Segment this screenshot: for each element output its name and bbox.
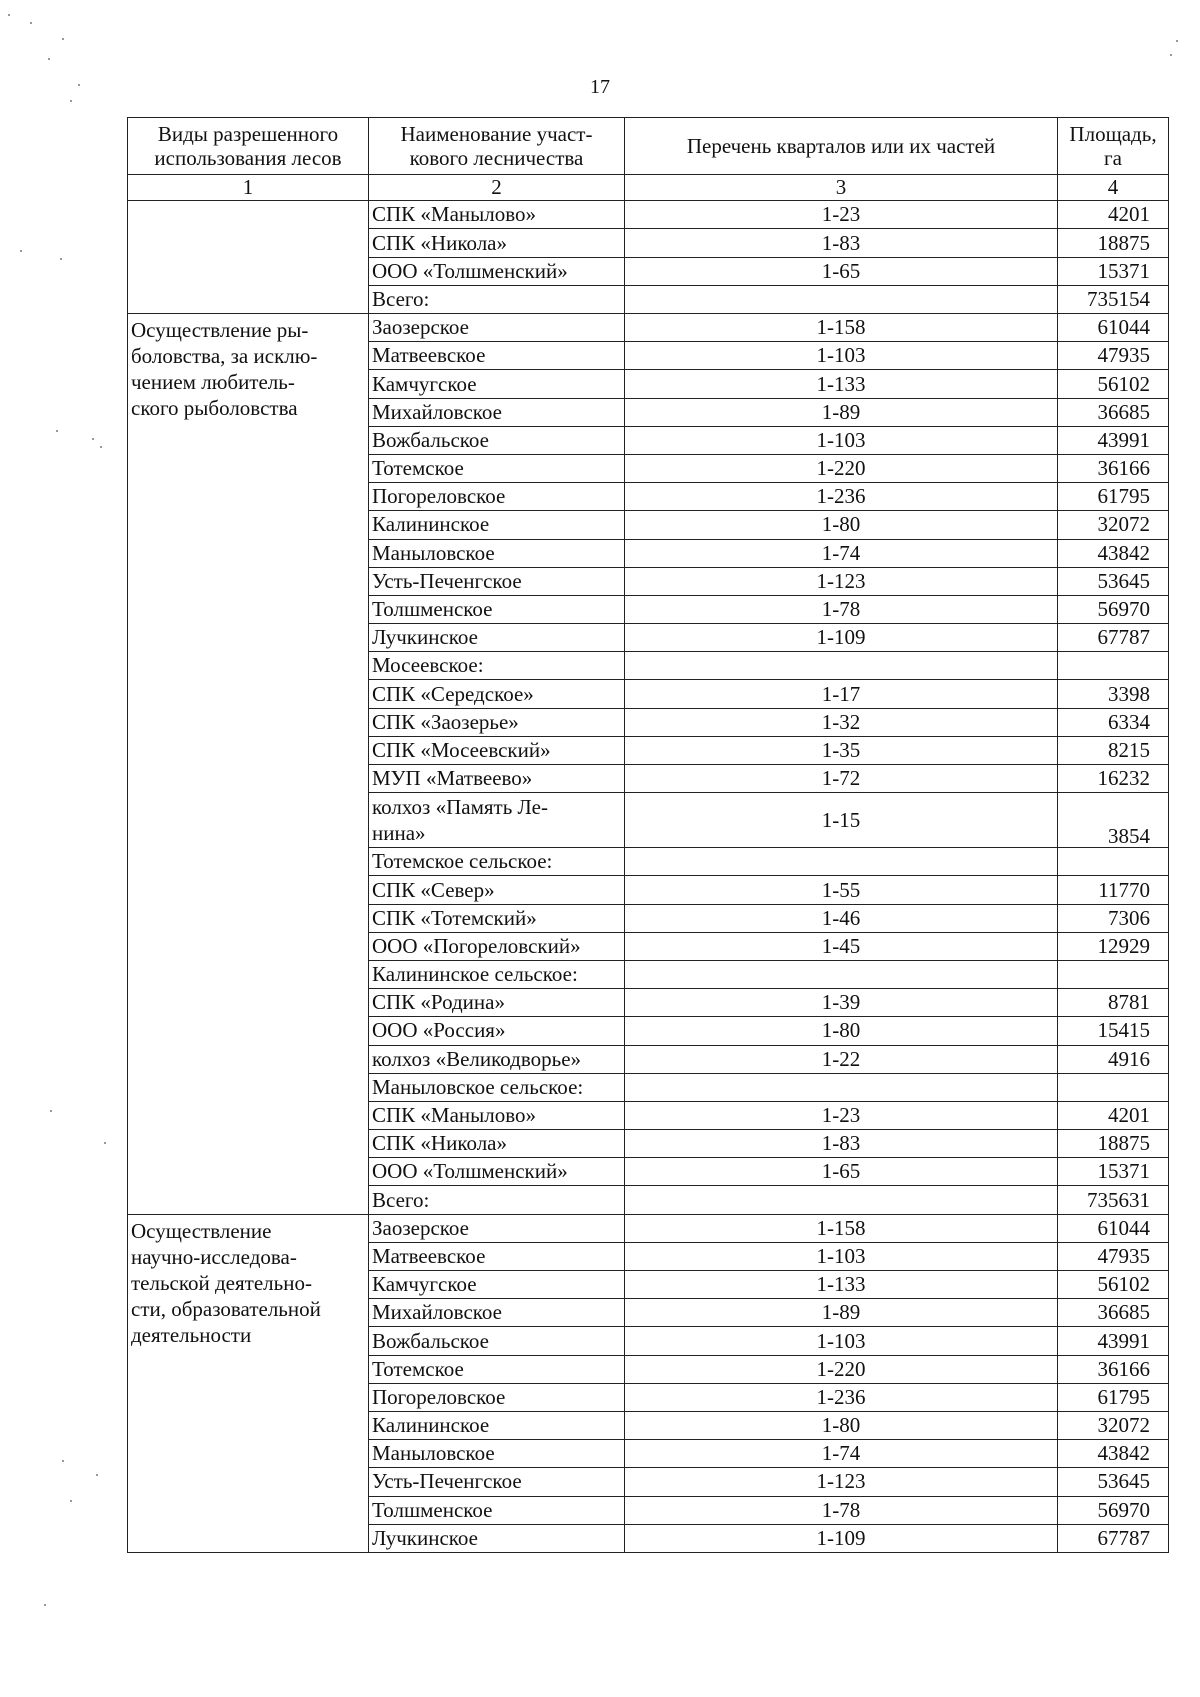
quarters-cell: 1-22 bbox=[625, 1045, 1058, 1073]
quarters-cell: 1-89 bbox=[625, 1299, 1058, 1327]
area-cell: 43991 bbox=[1058, 1327, 1169, 1355]
scan-speck bbox=[48, 58, 50, 60]
quarters-cell: 1-72 bbox=[625, 765, 1058, 793]
area-cell: 56102 bbox=[1058, 1271, 1169, 1299]
area-cell: 43991 bbox=[1058, 426, 1169, 454]
quarters-cell: 1-103 bbox=[625, 426, 1058, 454]
area-cell: 4201 bbox=[1058, 201, 1169, 229]
area-cell: 12929 bbox=[1058, 932, 1169, 960]
forestry-name-cell: Лучкинское bbox=[369, 1524, 625, 1552]
quarters-cell bbox=[625, 1073, 1058, 1101]
quarters-cell: 1-220 bbox=[625, 454, 1058, 482]
quarters-cell: 1-23 bbox=[625, 1101, 1058, 1129]
quarters-cell bbox=[625, 652, 1058, 680]
scan-speck bbox=[78, 84, 80, 86]
forestry-name-cell: СПК «Родина» bbox=[369, 989, 625, 1017]
column-number: 3 bbox=[625, 175, 1058, 201]
quarters-cell: 1-158 bbox=[625, 1214, 1058, 1242]
forestry-name-cell: Заозерское bbox=[369, 314, 625, 342]
quarters-cell: 1-32 bbox=[625, 708, 1058, 736]
use-type-line: деятельности bbox=[131, 1322, 252, 1347]
quarters-cell: 1-158 bbox=[625, 314, 1058, 342]
forestry-name-cell: Калининское bbox=[369, 1411, 625, 1439]
area-cell: 3398 bbox=[1058, 680, 1169, 708]
scan-speck bbox=[8, 14, 10, 16]
area-cell: 16232 bbox=[1058, 765, 1169, 793]
scan-speck bbox=[1170, 54, 1172, 56]
quarters-cell: 1-23 bbox=[625, 201, 1058, 229]
quarters-cell: 1-236 bbox=[625, 483, 1058, 511]
scan-speck bbox=[62, 38, 64, 40]
forestry-name-cell: Матвеевское bbox=[369, 342, 625, 370]
quarters-cell bbox=[625, 285, 1058, 313]
use-type-line: ского рыболовства bbox=[131, 396, 298, 421]
forestry-name-cell: Толшменское bbox=[369, 1496, 625, 1524]
quarters-cell: 1-236 bbox=[625, 1383, 1058, 1411]
table-body bbox=[128, 201, 1169, 1553]
forestry-name-cell: Усть-Печенгское bbox=[369, 1468, 625, 1496]
scan-speck bbox=[50, 1110, 52, 1112]
quarters-cell: 1-17 bbox=[625, 680, 1058, 708]
quarters-cell: 1-74 bbox=[625, 539, 1058, 567]
quarters-cell: 1-80 bbox=[625, 1017, 1058, 1045]
header-area bbox=[1058, 118, 1169, 175]
forestry-name-cell: Маныловское bbox=[369, 1440, 625, 1468]
forestry-name-cell: СПК «Никола» bbox=[369, 229, 625, 257]
forestry-name-cell bbox=[369, 793, 625, 848]
area-cell: 15415 bbox=[1058, 1017, 1169, 1045]
scan-speck bbox=[100, 446, 102, 448]
area-cell: 56102 bbox=[1058, 370, 1169, 398]
area-cell: 67787 bbox=[1058, 1524, 1169, 1552]
header-use-type bbox=[128, 118, 369, 175]
header-area-line: Площадь, bbox=[1069, 122, 1157, 146]
header-use-type-line: Виды разрешенного bbox=[157, 122, 339, 146]
quarters-cell: 1-46 bbox=[625, 904, 1058, 932]
area-cell: 36166 bbox=[1058, 454, 1169, 482]
use-type-cell bbox=[128, 1214, 369, 1552]
quarters-cell bbox=[625, 960, 1058, 988]
forestry-name-cell: Тотемское bbox=[369, 454, 625, 482]
area-cell: 4201 bbox=[1058, 1101, 1169, 1129]
header-area-line: га bbox=[1104, 146, 1122, 171]
scan-speck bbox=[20, 250, 22, 252]
quarters-cell: 1-74 bbox=[625, 1440, 1058, 1468]
forestry-name-cell: Усть-Печенгское bbox=[369, 567, 625, 595]
forestry-name-cell: Всего: bbox=[369, 1186, 625, 1214]
quarters-cell: 1-45 bbox=[625, 932, 1058, 960]
area-cell bbox=[1058, 848, 1169, 876]
quarters-cell: 1-35 bbox=[625, 736, 1058, 764]
quarters-cell: 1-123 bbox=[625, 1468, 1058, 1496]
forestry-name-cell: СПК «Манылово» bbox=[369, 201, 625, 229]
forestry-name-cell: Заозерское bbox=[369, 1214, 625, 1242]
scan-speck bbox=[30, 22, 32, 24]
quarters-cell: 1-78 bbox=[625, 595, 1058, 623]
quarters-cell bbox=[625, 848, 1058, 876]
forestry-name-cell: ООО «Толшменский» bbox=[369, 1158, 625, 1186]
quarters-cell: 1-103 bbox=[625, 342, 1058, 370]
quarters-cell: 1-109 bbox=[625, 1524, 1058, 1552]
table-row bbox=[128, 1214, 1169, 1242]
area-cell: 61795 bbox=[1058, 483, 1169, 511]
header-forestry-name-line: Наименование участ- bbox=[400, 122, 593, 146]
quarters-cell: 1-65 bbox=[625, 1158, 1058, 1186]
forest-use-table bbox=[127, 117, 1169, 1553]
forestry-name-cell: СПК «Север» bbox=[369, 876, 625, 904]
header-forestry-name bbox=[369, 118, 625, 175]
area-cell: 47935 bbox=[1058, 342, 1169, 370]
forestry-name-cell: Матвеевское bbox=[369, 1242, 625, 1270]
header-use-type-line: использования лесов bbox=[154, 146, 342, 171]
forestry-name-cell: Маныловское bbox=[369, 539, 625, 567]
quarters-cell: 1-103 bbox=[625, 1242, 1058, 1270]
area-cell: 4916 bbox=[1058, 1045, 1169, 1073]
forestry-name-cell: Мосеевское: bbox=[369, 652, 625, 680]
area-cell: 36166 bbox=[1058, 1355, 1169, 1383]
forestry-name-line: нина» bbox=[372, 821, 426, 846]
area-cell: 6334 bbox=[1058, 708, 1169, 736]
quarters-cell: 1-39 bbox=[625, 989, 1058, 1017]
quarters-cell: 1-80 bbox=[625, 1411, 1058, 1439]
forestry-name-cell: Михайловское bbox=[369, 398, 625, 426]
forestry-name-cell: СПК «Мосеевский» bbox=[369, 736, 625, 764]
quarters-cell: 1-83 bbox=[625, 229, 1058, 257]
area-cell: 32072 bbox=[1058, 511, 1169, 539]
quarters-cell: 1-133 bbox=[625, 370, 1058, 398]
quarters-cell: 1-55 bbox=[625, 876, 1058, 904]
quarters-cell: 1-65 bbox=[625, 257, 1058, 285]
quarters-cell: 1-123 bbox=[625, 567, 1058, 595]
scan-speck bbox=[60, 258, 62, 260]
scan-speck bbox=[70, 100, 72, 102]
area-cell bbox=[1058, 1073, 1169, 1101]
forestry-name-cell: Калининское сельское: bbox=[369, 960, 625, 988]
use-type-line: чением любитель- bbox=[131, 370, 295, 395]
forestry-name-cell: Михайловское bbox=[369, 1299, 625, 1327]
area-cell: 56970 bbox=[1058, 595, 1169, 623]
forestry-name-cell: ООО «Погореловский» bbox=[369, 932, 625, 960]
forestry-name-cell: Погореловское bbox=[369, 1383, 625, 1411]
quarters-cell: 1-89 bbox=[625, 398, 1058, 426]
area-cell: 36685 bbox=[1058, 1299, 1169, 1327]
area-cell: 18875 bbox=[1058, 1130, 1169, 1158]
forestry-name-cell: Калининское bbox=[369, 511, 625, 539]
area-cell: 8215 bbox=[1058, 736, 1169, 764]
column-number: 4 bbox=[1058, 175, 1169, 201]
area-cell: 53645 bbox=[1058, 567, 1169, 595]
area-cell bbox=[1058, 960, 1169, 988]
area-cell: 735154 bbox=[1058, 285, 1169, 313]
quarters-cell: 1-220 bbox=[625, 1355, 1058, 1383]
scan-speck bbox=[62, 1460, 64, 1462]
area-cell: 43842 bbox=[1058, 1440, 1169, 1468]
table-row bbox=[128, 314, 1169, 342]
quarters-cell: 1-133 bbox=[625, 1271, 1058, 1299]
forestry-name-cell: Всего: bbox=[369, 285, 625, 313]
use-type-cell bbox=[128, 201, 369, 314]
area-cell: 56970 bbox=[1058, 1496, 1169, 1524]
forestry-name-cell: МУП «Матвеево» bbox=[369, 765, 625, 793]
area-cell: 18875 bbox=[1058, 229, 1169, 257]
scan-speck bbox=[96, 1474, 98, 1476]
scan-speck bbox=[56, 430, 58, 432]
area-cell: 61044 bbox=[1058, 314, 1169, 342]
use-type-line: Осуществление ры- bbox=[131, 318, 309, 343]
area-cell: 43842 bbox=[1058, 539, 1169, 567]
forestry-name-cell: СПК «Никола» bbox=[369, 1130, 625, 1158]
area-cell: 15371 bbox=[1058, 1158, 1169, 1186]
area-cell: 11770 bbox=[1058, 876, 1169, 904]
scan-speck bbox=[1176, 40, 1178, 42]
area-cell: 67787 bbox=[1058, 624, 1169, 652]
use-type-line: тельской деятельно- bbox=[131, 1270, 312, 1295]
area-cell: 53645 bbox=[1058, 1468, 1169, 1496]
column-number: 2 bbox=[369, 175, 625, 201]
use-type-line: научно-исследова- bbox=[131, 1244, 297, 1269]
area-cell: 735631 bbox=[1058, 1186, 1169, 1214]
area-cell: 8781 bbox=[1058, 989, 1169, 1017]
scan-speck bbox=[92, 438, 94, 440]
quarters-cell: 1-80 bbox=[625, 511, 1058, 539]
forestry-name-cell: Камчугское bbox=[369, 370, 625, 398]
forestry-name-cell: СПК «Манылово» bbox=[369, 1101, 625, 1129]
forestry-name-cell: ООО «Толшменский» bbox=[369, 257, 625, 285]
forestry-name-cell: Тотемское bbox=[369, 1355, 625, 1383]
table-row bbox=[128, 201, 1169, 229]
forestry-name-cell: Маныловское сельское: bbox=[369, 1073, 625, 1101]
page-number: 17 bbox=[590, 76, 610, 98]
area-cell: 3854 bbox=[1058, 793, 1169, 848]
column-number-row bbox=[128, 175, 1169, 201]
scan-speck bbox=[44, 1604, 46, 1606]
quarters-cell: 1-83 bbox=[625, 1130, 1058, 1158]
quarters-cell: 1-15 bbox=[625, 793, 1058, 848]
forestry-name-cell: Лучкинское bbox=[369, 624, 625, 652]
use-type-line: сти, образовательной bbox=[131, 1296, 321, 1321]
forestry-name-cell: Толшменское bbox=[369, 595, 625, 623]
header-forestry-name-line: кового лесничества bbox=[409, 146, 584, 171]
quarters-cell: 1-78 bbox=[625, 1496, 1058, 1524]
forestry-name-cell: Камчугское bbox=[369, 1271, 625, 1299]
area-cell: 61795 bbox=[1058, 1383, 1169, 1411]
forestry-name-cell: колхоз «Великодворье» bbox=[369, 1045, 625, 1073]
use-type-line: Осуществление bbox=[131, 1218, 272, 1243]
forestry-name-cell: Вожбальское bbox=[369, 426, 625, 454]
use-type-cell bbox=[128, 314, 369, 1215]
forestry-name-cell: СПК «Заозерье» bbox=[369, 708, 625, 736]
forestry-name-cell: СПК «Середское» bbox=[369, 680, 625, 708]
forestry-name-cell: ООО «Россия» bbox=[369, 1017, 625, 1045]
quarters-cell: 1-103 bbox=[625, 1327, 1058, 1355]
quarters-cell: 1-109 bbox=[625, 624, 1058, 652]
table-header-row bbox=[128, 118, 1169, 175]
use-type-line: боловства, за исклю- bbox=[131, 344, 318, 369]
quarters-cell bbox=[625, 1186, 1058, 1214]
forestry-name-cell: СПК «Тотемский» bbox=[369, 904, 625, 932]
scan-speck bbox=[104, 1142, 106, 1144]
area-cell: 32072 bbox=[1058, 1411, 1169, 1439]
forestry-name-cell: Тотемское сельское: bbox=[369, 848, 625, 876]
area-cell: 61044 bbox=[1058, 1214, 1169, 1242]
forestry-name-line: колхоз «Память Ле- bbox=[372, 795, 548, 820]
area-cell: 47935 bbox=[1058, 1242, 1169, 1270]
area-cell: 36685 bbox=[1058, 398, 1169, 426]
column-number: 1 bbox=[128, 175, 369, 201]
forestry-name-cell: Вожбальское bbox=[369, 1327, 625, 1355]
area-cell: 7306 bbox=[1058, 904, 1169, 932]
scan-speck bbox=[70, 1500, 72, 1502]
area-cell: 15371 bbox=[1058, 257, 1169, 285]
header-quarters: Перечень кварталов или их частей bbox=[625, 118, 1058, 175]
area-cell bbox=[1058, 652, 1169, 680]
forestry-name-cell: Погореловское bbox=[369, 483, 625, 511]
